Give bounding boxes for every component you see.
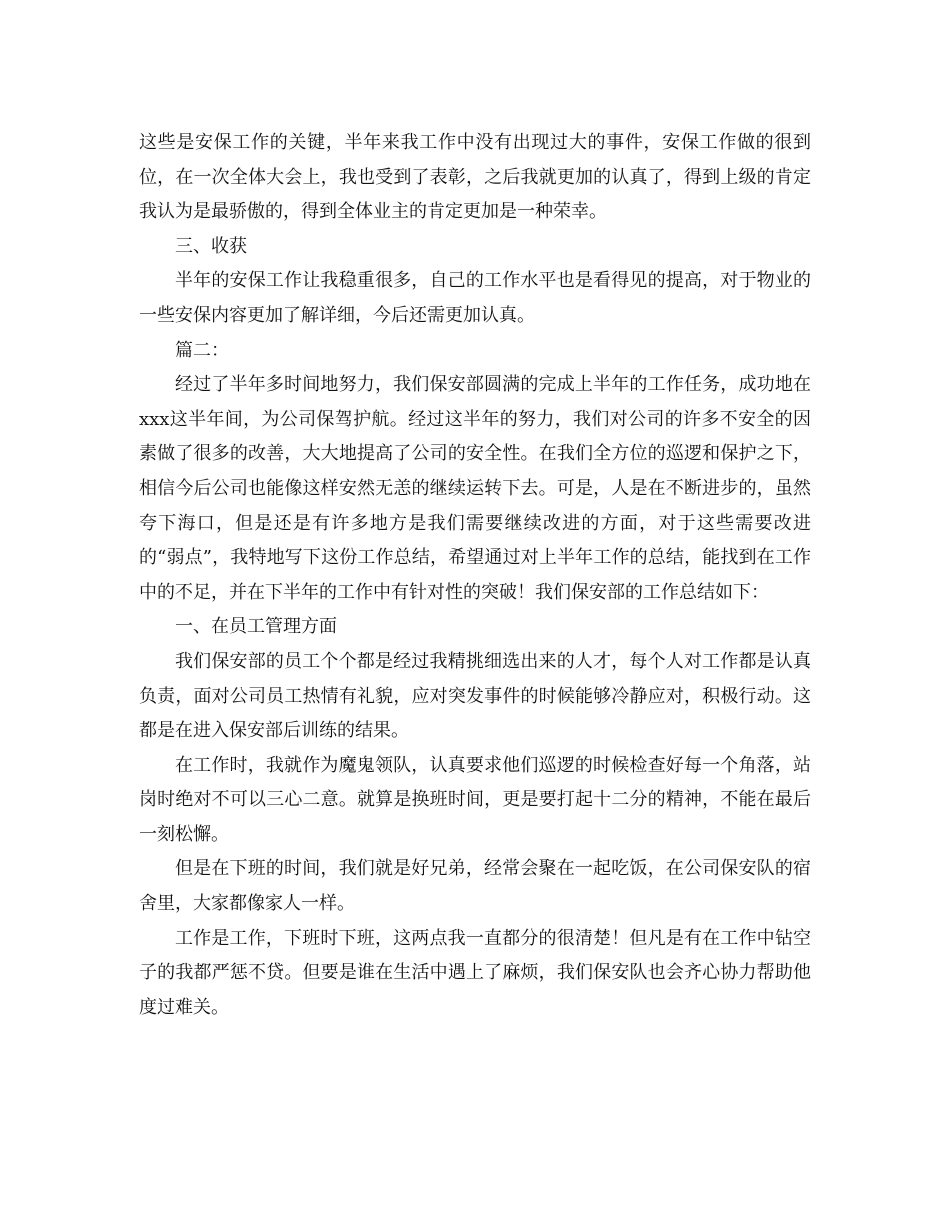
paragraph-half-year-summary: 经过了半年多时间地努力，我们保安部圆满的完成上半年的工作任务，成功地在xxx这半年间，为公司保驾护航。经过这半年的努力，我们对公司的许多不安全的因素做了很多的改善，大大地提高了公司的安全性。在我们全方位的巡逻和保护之下，相信今后公司也能像这样安然无恙的继续运转下去。可是，人是在不断进步的，虽然夸下海口，但是还是有许多地方是我们需要继续改进的方面，对于这些需要改进的“弱点”，我特地写下这份工作总结，希望通过对上半年工作的总结，能找到在工作中的不足，并在下半年的工作中有针对性的突破！我们保安部的工作总结如下：: [139, 374, 811, 603]
section-heading-part-two: 篇二：: [175, 339, 229, 361]
paragraph-work-discipline: 在工作时，我就作为魔鬼领队，认真要求他们巡逻的时候检查好每一个角落，站岗时绝对不可以三心二意。就算是换班时间，更是要打起十二分的精神，不能在最后一刻松懈。: [139, 754, 811, 845]
paragraph-staff-selection: 我们保安部的员工个个都是经过我精挑细选出来的人才，每个人对工作都是认真负责，面对公司员工热情有礼貌，应对突发事件的时候能够冷静应对，积极行动。这都是在进入保安部后训练的结果。: [139, 650, 811, 742]
paragraph-harvest: 半年的安保工作让我稳重很多，自己的工作水平也是看得见的提高，对于物业的一些安保内容更加了解详细，今后还需更加认真。: [139, 270, 811, 326]
paragraph-security-key: 这些是安保工作的关键，半年来我工作中没有出现过大的事件，安保工作做的很到位，在一次全体大会上，我也受到了表彰，之后我就更加的认真了，得到上级的肯定我认为是最骄傲的，得到全体业主的肯定更加是一种荣幸。: [139, 132, 811, 223]
document-page: [139, 126, 811, 1025]
paragraph-work-and-life: 工作是工作，下班时下班，这两点我一直都分的很清楚！但凡是有在工作中钻空子的我都严惩不贷。但要是谁在生活中遇上了麻烦，我们保安队也会齐心协力帮助他度过难关。: [139, 927, 811, 1018]
section-heading-harvest: 三、收获: [175, 235, 247, 257]
section-heading-staff-management: 一、在员工管理方面: [175, 616, 337, 638]
paragraph-off-duty: 但是在下班的时间，我们就是好兄弟，经常会聚在一起吃饭，在公司保安队的宿舍里，大家都像家人一样。: [139, 858, 811, 915]
